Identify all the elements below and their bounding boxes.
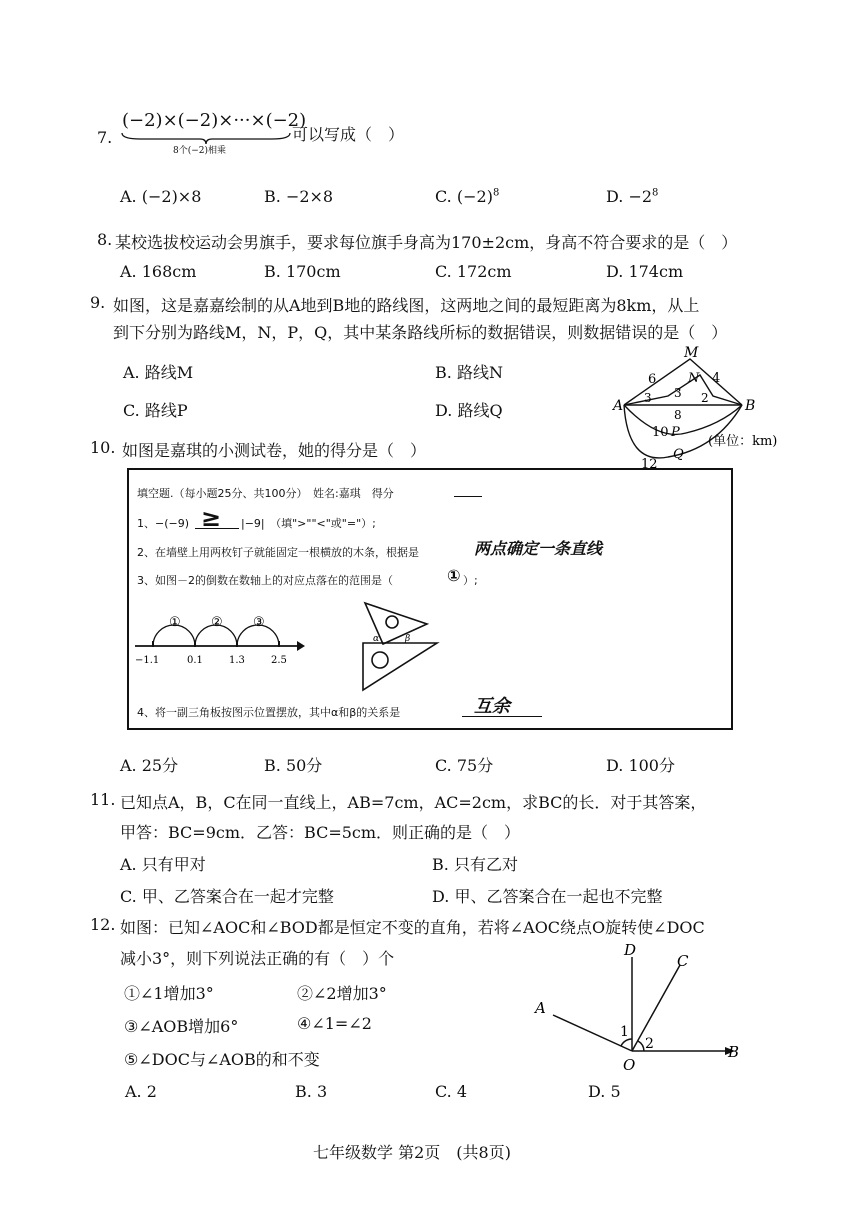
quiz-item1-left: 1、−(−9) — [137, 517, 190, 530]
circle-1: ① — [169, 615, 181, 630]
q8-number: 8. — [97, 230, 113, 249]
q12-statement-2: ②∠2增加3° — [297, 984, 387, 1003]
quiz-item3-end: ）; — [463, 574, 478, 587]
quiz-item1-answer: ≥ — [201, 504, 222, 532]
quiz-header: 填空题.（每小题25分、共100分） 姓名:嘉琪 得分 — [137, 487, 394, 500]
lower-hole-icon — [372, 652, 388, 668]
q11-option-d: D. 甲、乙答案合在一起也不完整 — [432, 887, 663, 906]
q7-stem: 可以写成（ ） — [292, 125, 405, 144]
q12-statement-3: ③∠AOB增加6° — [124, 1017, 239, 1036]
point-b-label: B — [745, 398, 756, 414]
q11-option-c: C. 甲、乙答案合在一起才完整 — [120, 887, 334, 906]
route-m-num2: 4 — [712, 371, 721, 386]
q12-number: 12. — [90, 915, 116, 934]
q12-option-b: B. 3 — [295, 1082, 328, 1101]
q12-line2: 减小3°，则下列说法正确的有（ ）个 — [120, 949, 395, 968]
page-footer: 七年级数学 第2页 (共8页) — [313, 1143, 511, 1162]
score-blank — [454, 496, 482, 497]
quiz-item2-answer: 两点确定一条直线 — [474, 539, 603, 558]
tick-3: 1.3 — [229, 655, 245, 666]
q11-option-b: B. 只有乙对 — [432, 855, 518, 874]
route-p-label: P — [671, 425, 680, 440]
q10-number: 10. — [90, 438, 116, 457]
q10-option-d: D. 100分 — [606, 756, 675, 775]
tick-1: −1.1 — [135, 655, 160, 666]
q12-angle-figure — [525, 935, 755, 1080]
q8-stem: 某校选拔校运动会男旗手，要求每位旗手身高为170±2cm，身高不符合要求的是（ ） — [115, 233, 738, 252]
route-n-num1: 3 — [644, 391, 652, 405]
q7-option-d: D. $-2^8$ — [606, 187, 659, 206]
q9-option-a: A. 路线M — [123, 363, 194, 382]
q11-option-a: A. 只有甲对 — [120, 855, 206, 874]
alpha-label: α — [373, 634, 380, 644]
circle-2: ② — [211, 615, 223, 630]
item4-blank — [462, 716, 542, 717]
q8-option-d: D. 174cm — [606, 262, 684, 281]
label-c: C — [677, 952, 689, 970]
q9-line2: 到下分别为路线M，N，P，Q，其中某条路线所标的数据错误，则数据错误的是（ ） — [113, 323, 728, 342]
q7-option-b: B. −2×8 — [264, 187, 334, 206]
q10-option-c: C. 75分 — [435, 756, 494, 775]
angle-1-label: 1 — [620, 1024, 629, 1040]
q10-option-b: B. 50分 — [264, 756, 323, 775]
triangle-rulers-figure — [349, 598, 449, 694]
q9-line1: 如图，这是嘉嘉绘制的从A地到B地的路线图，这两地之间的最短距离为8km，从上 — [113, 296, 700, 315]
route-p — [624, 405, 742, 434]
unit-label: (单位：km) — [708, 434, 778, 449]
tick-4: 2.5 — [271, 655, 287, 666]
route-p-num: 10 — [652, 425, 669, 440]
q7-brace-label: 8个(−2)相乘 — [173, 146, 227, 156]
q7-expression: (−2)×(−2)×···×(−2) — [122, 110, 307, 131]
label-b: B — [728, 1043, 740, 1061]
q10-stem: 如图是嘉琪的小测试卷，她的得分是（ ） — [122, 441, 427, 460]
q11-line1: 已知点A，B，C在同一直线上，AB=7cm，AC=2cm，求BC的长．对于其答案， — [120, 793, 707, 812]
number-line-figure — [129, 610, 319, 672]
quiz-item3-answer: ① — [447, 566, 461, 585]
q11-line2: 甲答：BC=9cm．乙答：BC=5cm．则正确的是（ ） — [120, 823, 521, 842]
route-q-num: 12 — [641, 457, 658, 472]
q9-option-b: B. 路线N — [435, 363, 503, 382]
label-d: D — [624, 941, 637, 959]
q8-option-a: A. 168cm — [120, 262, 197, 281]
quiz-paper — [127, 468, 733, 730]
route-n-num3: 2 — [701, 391, 709, 405]
route-m-num1: 6 — [648, 372, 657, 387]
label-a: A — [535, 999, 546, 1017]
route-n-label: N — [688, 371, 700, 386]
route-m-label: M — [684, 345, 699, 361]
point-a-label: A — [613, 398, 624, 414]
arrow-icon — [297, 641, 305, 651]
label-o: O — [623, 1056, 636, 1074]
quiz-item3: 3、如图－2的倒数在数轴上的对应点落在的范围是（ — [137, 574, 393, 587]
item1-blank — [195, 528, 239, 529]
angle-2-label: 2 — [645, 1036, 654, 1052]
q8-option-c: C. 172cm — [435, 262, 512, 281]
route-straight-num: 8 — [674, 408, 682, 422]
q12-statement-5: ⑤∠DOC与∠AOB的和不变 — [124, 1050, 320, 1069]
quiz-item4: 4、将一副三角板按图示位置摆放，其中α和β的关系是 — [137, 706, 401, 719]
circle-3: ③ — [253, 615, 265, 630]
ray-oc — [632, 965, 680, 1051]
q12-option-a: A. 2 — [125, 1082, 157, 1101]
quiz-item2: 2、在墙壁上用两枚钉子就能固定一根横放的木条，根据是 — [137, 546, 419, 559]
q9-option-c: C. 路线P — [123, 401, 188, 420]
route-m — [624, 359, 742, 405]
q9-number: 9. — [90, 293, 106, 312]
route-n-num2: 3 — [674, 386, 682, 400]
q12-statement-4: ④∠1=∠2 — [297, 1014, 372, 1033]
q8-option-b: B. 170cm — [264, 262, 341, 281]
q12-statement-1: ①∠1增加3° — [124, 984, 214, 1003]
q10-option-a: A. 25分 — [120, 756, 179, 775]
q12-line1: 如图：已知∠AOC和∠BOD都是恒定不变的直角，若将∠AOC绕点O旋转使∠DOC — [120, 918, 705, 937]
q7-option-c: C. $(-2)^8$ — [435, 187, 500, 206]
beta-label: β — [405, 634, 411, 644]
quiz-item1-right: |−9| （填">""<"或"="）; — [241, 517, 376, 530]
q12-option-c: C. 4 — [435, 1082, 468, 1101]
route-q-label: Q — [673, 447, 684, 462]
upper-hole-icon — [386, 616, 398, 628]
q12-option-d: D. 5 — [588, 1082, 621, 1101]
q9-route-figure — [608, 345, 798, 475]
q11-number: 11. — [90, 790, 116, 809]
tick-2: 0.1 — [187, 655, 203, 666]
q7-option-a: A. (−2)×8 — [120, 187, 202, 206]
q9-option-d: D. 路线Q — [435, 401, 503, 420]
q7-number: 7. — [97, 128, 113, 147]
quiz-item4-answer: 互余 — [474, 696, 510, 717]
